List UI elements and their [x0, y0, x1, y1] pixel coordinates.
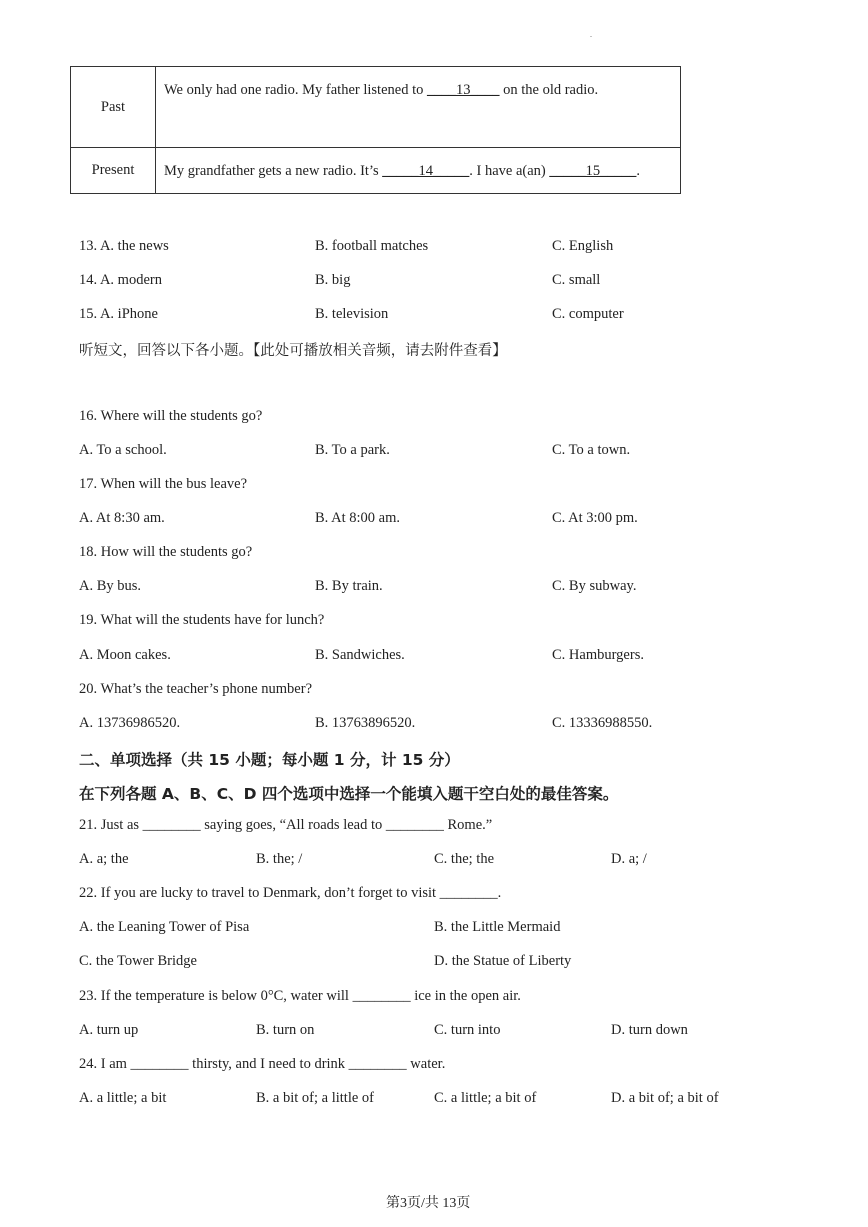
q22-option-c: C. the Tower Bridge — [79, 953, 197, 969]
section-title: 二、单项选择（共 15 小题；每小题 1 分，计 15 分） — [79, 751, 460, 769]
q23-option-b: B. turn on — [256, 1022, 315, 1038]
q19-stem: 19. What will the students have for lunch? — [79, 612, 325, 628]
q23-stem: 23. If the temperature is below 0°C, water will ________ ice in the open air. — [79, 988, 521, 1004]
q20-option-b: B. 13763896520. — [315, 715, 416, 731]
q18-option-a: A. By bus. — [79, 578, 142, 594]
q24-option-b: B. a bit of; a little of — [256, 1090, 374, 1106]
q22-stem: 22. If you are lucky to travel to Denmark, don’t forget to visit ________. — [79, 885, 502, 901]
q19-option-c: C. Hamburgers. — [552, 647, 644, 663]
q21-option-b: B. the; / — [256, 851, 303, 867]
listening-instruction: 听短文，回答以下各小题。【此处可播放相关音频，请去附件查看】 — [79, 343, 507, 359]
q20-stem: 20. What’s the teacher’s phone number? — [79, 681, 312, 697]
q17-stem: 17. When will the bus leave? — [79, 476, 248, 492]
q21-option-d: D. a; / — [611, 851, 647, 867]
corner-mark: . — [590, 30, 592, 39]
row-text-past: We only had one radio. My father listened to ____13____ on the old radio. — [156, 67, 681, 148]
table-row — [71, 148, 681, 194]
q23-option-c: C. turn into — [434, 1022, 501, 1038]
q14-option-c: C. small — [552, 272, 601, 288]
q22-option-b: B. the Little Mermaid — [434, 919, 561, 935]
row-label-present: Present — [71, 148, 156, 194]
radio-table — [70, 66, 681, 194]
q17-option-b: B. At 8:00 am. — [315, 510, 400, 526]
q24-option-d: D. a bit of; a bit of — [611, 1090, 719, 1106]
q20-option-a: A. 13736986520. — [79, 715, 181, 731]
row-text-present: My grandfather gets a new radio. It’s _____14_____. I have a(an) _____15_____. — [156, 148, 681, 194]
q16-option-c: C. To a town. — [552, 442, 631, 458]
q14-option-b: B. big — [315, 272, 351, 288]
q15-option-c: C. computer — [552, 306, 624, 322]
q17-option-c: C. At 3:00 pm. — [552, 510, 638, 526]
q19-option-a: A. Moon cakes. — [79, 647, 171, 663]
blank-13: ____13____ — [426, 82, 500, 98]
q18-option-c: C. By subway. — [552, 578, 637, 594]
q24-option-a: A. a little; a bit — [79, 1090, 167, 1106]
q16-option-a: A. To a school. — [79, 442, 167, 458]
q24-option-c: C. a little; a bit of — [434, 1090, 537, 1106]
q13-option-b: B. football matches — [315, 238, 429, 254]
section-instruction: 在下列各题 A、B、C、D 四个选项中选择一个能填入题干空白处的最佳答案。 — [79, 785, 619, 803]
q13-option-a: 13. A. the news — [79, 238, 169, 254]
q14-option-a: 14. A. modern — [79, 272, 162, 288]
blank-15: _____15_____ — [549, 163, 637, 179]
q22-option-d: D. the Statue of Liberty — [434, 953, 572, 969]
q15-option-a: 15. A. iPhone — [79, 306, 158, 322]
q21-option-a: A. a; the — [79, 851, 129, 867]
row-label-past: Past — [71, 67, 156, 148]
q13-option-c: C. English — [552, 238, 614, 254]
q16-option-b: B. To a park. — [315, 442, 390, 458]
q21-option-c: C. the; the — [434, 851, 495, 867]
q23-option-a: A. turn up — [79, 1022, 139, 1038]
q21-stem: 21. Just as ________ saying goes, “All roads lead to ________ Rome.” — [79, 817, 493, 833]
q18-option-b: B. By train. — [315, 578, 383, 594]
page-number: 第3页/共 13页 — [386, 1196, 471, 1211]
q22-option-a: A. the Leaning Tower of Pisa — [79, 919, 250, 935]
blank-14: _____14_____ — [382, 163, 470, 179]
q17-option-a: A. At 8:30 am. — [79, 510, 165, 526]
q23-option-d: D. turn down — [611, 1022, 688, 1038]
q15-option-b: B. television — [315, 306, 389, 322]
q19-option-b: B. Sandwiches. — [315, 647, 405, 663]
q18-stem: 18. How will the students go? — [79, 544, 253, 560]
table-row — [71, 67, 681, 148]
q24-stem: 24. I am ________ thirsty, and I need to drink ________ water. — [79, 1056, 446, 1072]
q16-stem: 16. Where will the students go? — [79, 408, 263, 424]
q20-option-c: C. 13336988550. — [552, 715, 653, 731]
